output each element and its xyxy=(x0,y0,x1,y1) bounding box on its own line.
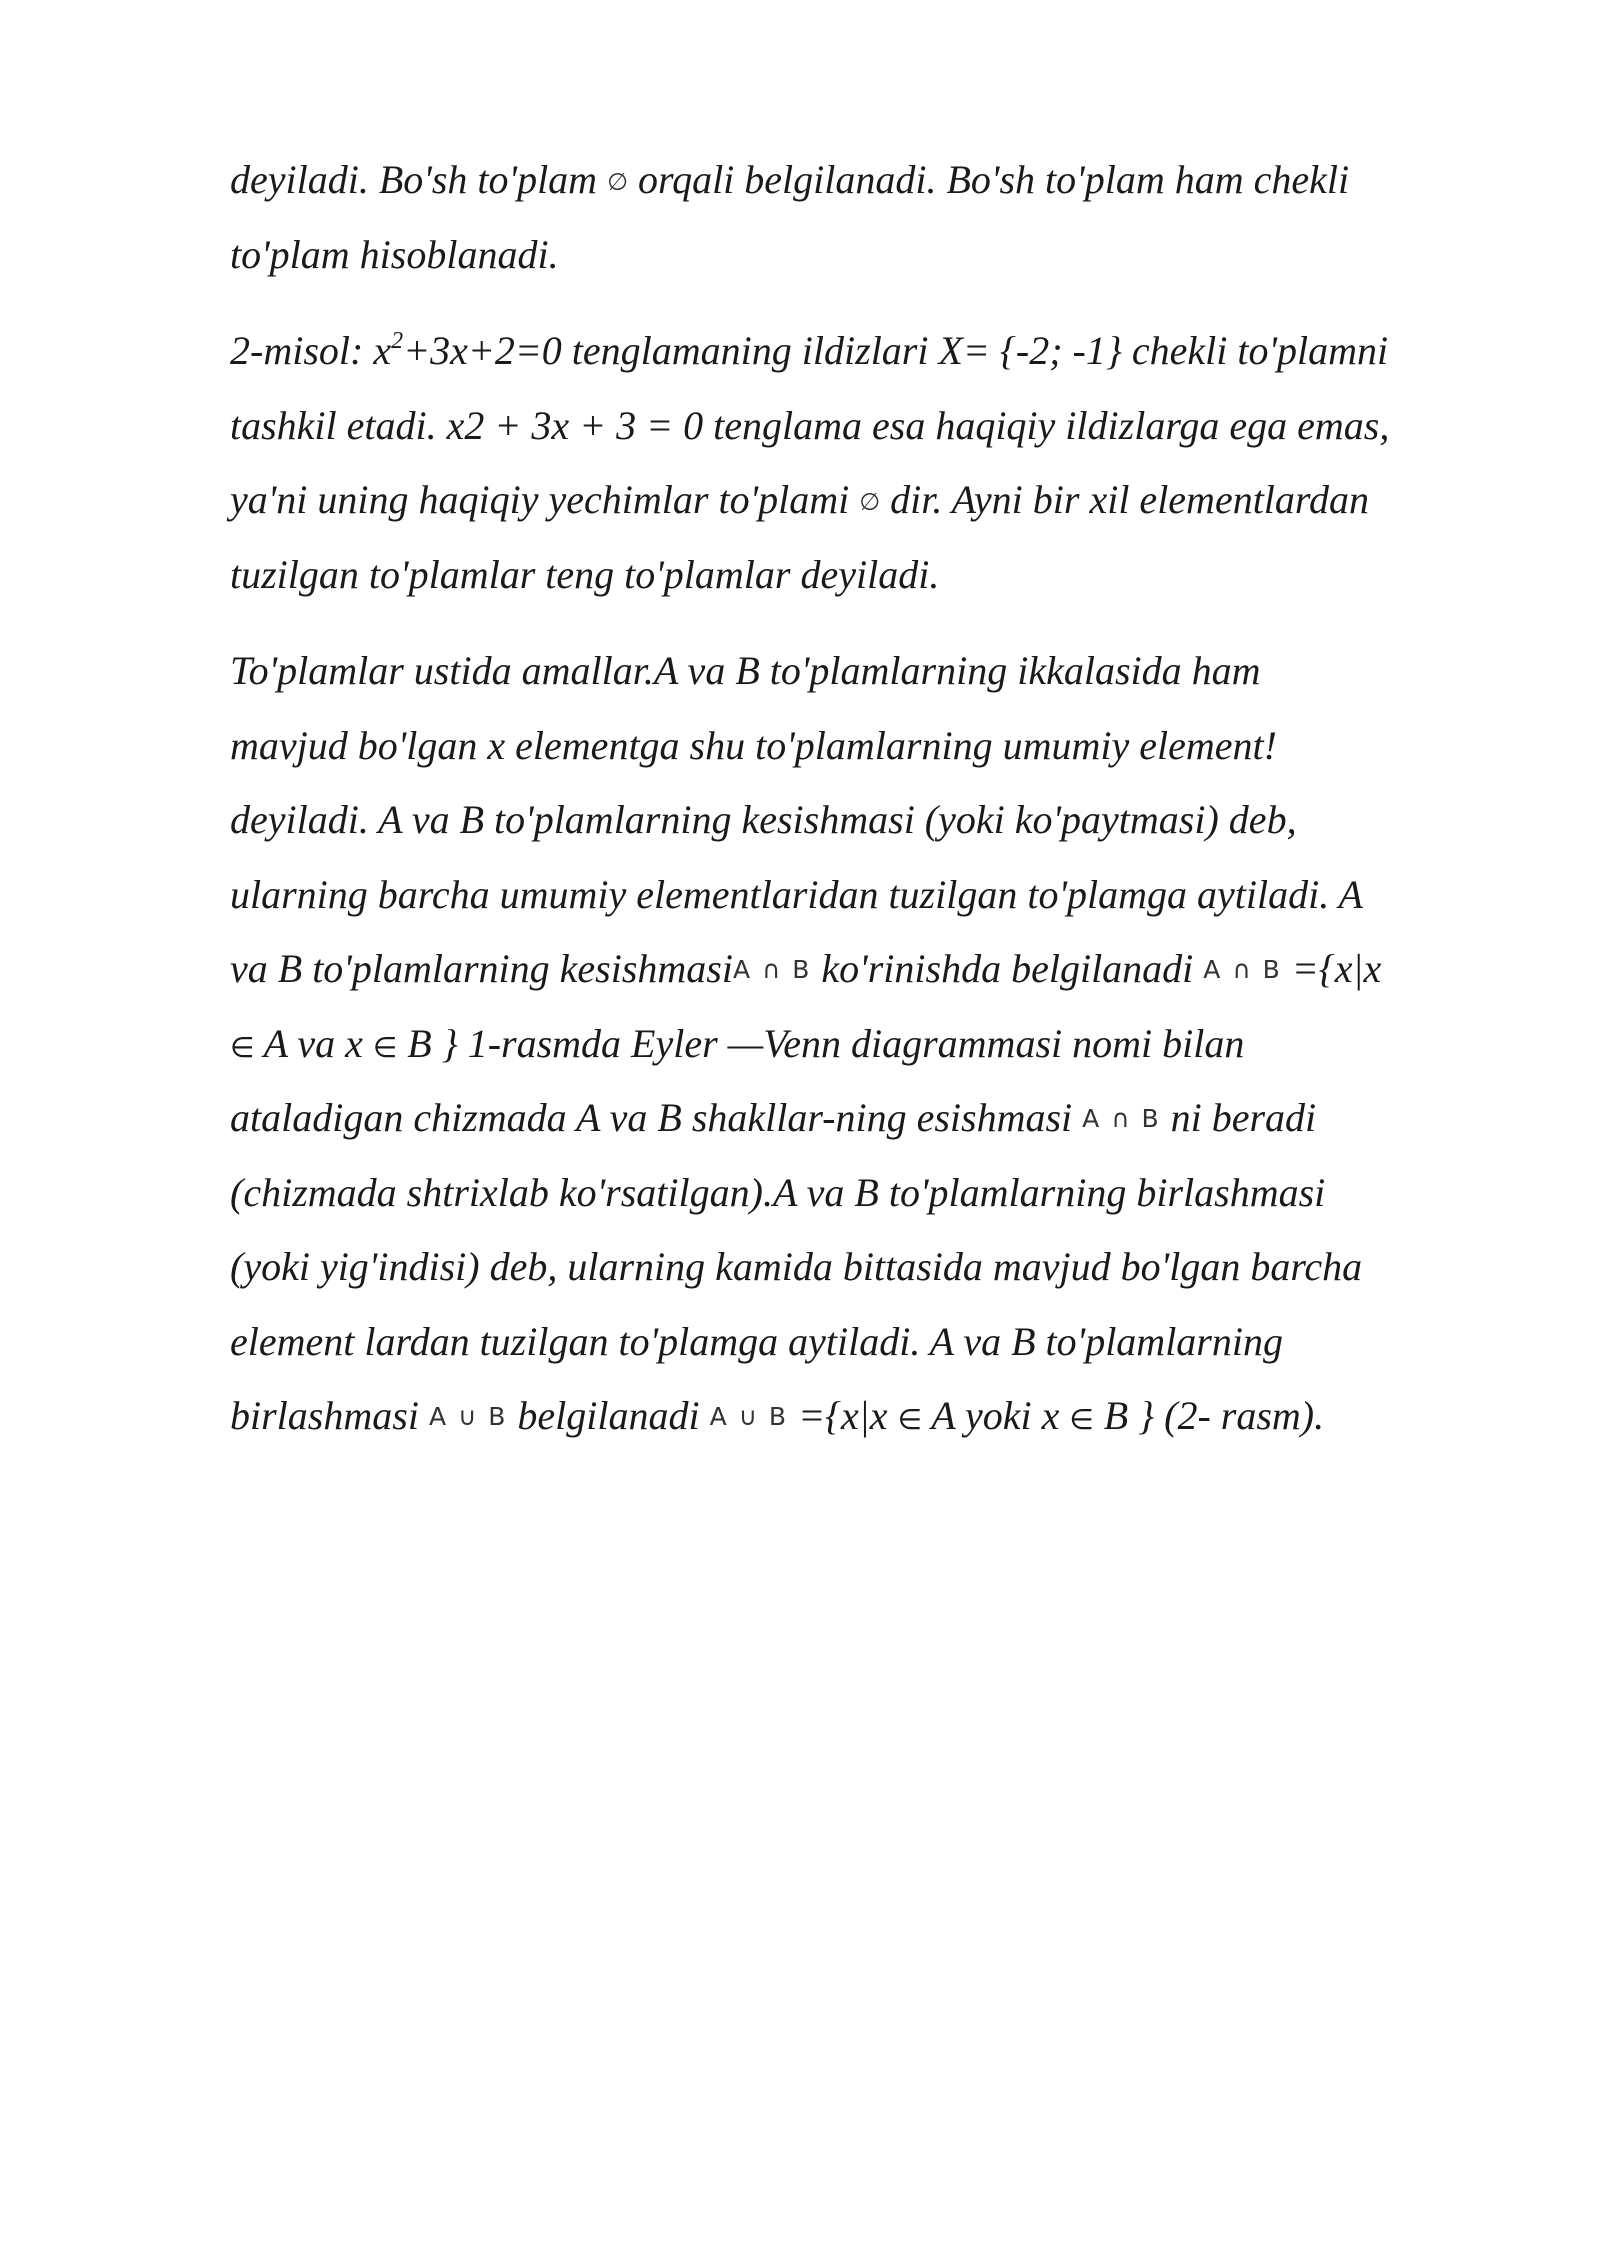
set-operation-formula: A ∪ B xyxy=(428,1402,508,1431)
text-run: tashkil etadi. x2 + 3x + 3 = 0 tenglama esa haqiqiy ildizlarga ega emas, xyxy=(230,402,1390,448)
text-line xyxy=(230,223,1530,298)
empty-set-symbol: ∅ xyxy=(607,168,628,196)
text-line xyxy=(230,543,1530,618)
text-run: orqali belgilanadi. Bo'sh to'plam ham chekli xyxy=(627,157,1350,202)
text-line xyxy=(230,788,1530,863)
text-run: To'plamlar ustida amallar.A va B to'plamlarning ikkalasida ham xyxy=(230,648,1261,693)
set-operation-formula: A ∪ B xyxy=(709,1402,789,1431)
set-operation-formula: A ∩ B xyxy=(1082,1104,1161,1133)
empty-set-symbol: ∅ xyxy=(859,488,881,516)
text-run: mavjud bo'lgan x elementga shu to'plamlarning umumiy element! xyxy=(230,722,1277,768)
paragraph-2 xyxy=(230,319,1530,617)
text-line xyxy=(230,639,1530,714)
text-run: B } (2- rasm). xyxy=(1093,1393,1325,1438)
text-run: (yoki yig'indisi) deb, ularning kamida bittasida mavjud bo'lgan barcha xyxy=(230,1244,1363,1289)
text-run: (chizmada shtrixlab ko'rsatilgan).A va B to'plamlarning birlashmasi xyxy=(230,1169,1326,1215)
text-run: ularning barcha umumiy elementlaridan tuzilgan to'plamga aytiladi. A xyxy=(230,871,1363,917)
text-line xyxy=(230,1384,1530,1459)
text-run: A yoki x xyxy=(921,1393,1070,1438)
text-run: belgilanadi xyxy=(507,1393,710,1438)
superscript: 2 xyxy=(391,328,404,354)
element-of-symbol: ∈ xyxy=(1069,1403,1094,1436)
text-run: B } 1-rasmda Eyler —Venn diagrammasi nomi bilan xyxy=(397,1020,1245,1066)
document-body xyxy=(230,148,1530,1481)
text-run: tuzilgan to'plamlar teng to'plamlar deyiladi. xyxy=(230,551,940,597)
text-line xyxy=(230,319,1530,394)
text-run: 2-misol: x xyxy=(230,328,392,373)
text-run: ni beradi xyxy=(1160,1095,1317,1140)
text-run: deyiladi. A va B to'plamlarning kesishmasi (yoki ko'paytmasi) deb, xyxy=(230,797,1297,842)
element-of-symbol: ∈ xyxy=(230,1030,255,1064)
text-run: to'plam hisoblanadi. xyxy=(230,231,559,277)
text-run: birlashmasi xyxy=(230,1393,429,1438)
text-line xyxy=(230,1235,1530,1310)
text-run: +3x+2=0 tenglamaning ildizlari X= {-2; -1} chekli to'plamni xyxy=(403,328,1389,373)
text-line xyxy=(230,1012,1530,1087)
text-line xyxy=(230,1086,1530,1161)
text-line xyxy=(230,148,1530,223)
text-run: deyiladi. Bo'sh to'plam xyxy=(230,157,608,202)
text-run: ko'rinishda belgilanadi xyxy=(811,946,1204,991)
text-run: dir. Ayni bir xil elementlardan xyxy=(880,477,1370,522)
text-run: ={x|x xyxy=(788,1393,898,1438)
text-run: A va x xyxy=(254,1020,373,1066)
text-run: ya'ni uning haqiqiy yechimlar to'plami xyxy=(230,477,860,522)
text-run: element lardan tuzilgan to'plamga aytiladi. A va B to'plamlarning xyxy=(230,1318,1283,1364)
set-operation-formula: A ∩ B xyxy=(1203,955,1282,984)
element-of-symbol: ∈ xyxy=(897,1403,922,1436)
paragraph-1 xyxy=(230,148,1530,297)
text-line xyxy=(230,394,1530,469)
text-line xyxy=(230,714,1530,789)
text-line xyxy=(230,937,1530,1012)
set-operation-formula: A ∩ B xyxy=(732,955,812,984)
text-run: ={x|x xyxy=(1281,946,1382,991)
text-line xyxy=(230,863,1530,938)
text-run: va B to'plamlarning kesishmasi xyxy=(230,946,733,991)
text-line xyxy=(230,1161,1530,1236)
text-line xyxy=(230,468,1530,543)
text-line xyxy=(230,1310,1530,1385)
paragraph-3 xyxy=(230,639,1530,1459)
text-run: ataladigan chizmada A va B shakllar-ning esishmasi xyxy=(230,1095,1083,1140)
element-of-symbol: ∈ xyxy=(372,1030,398,1064)
